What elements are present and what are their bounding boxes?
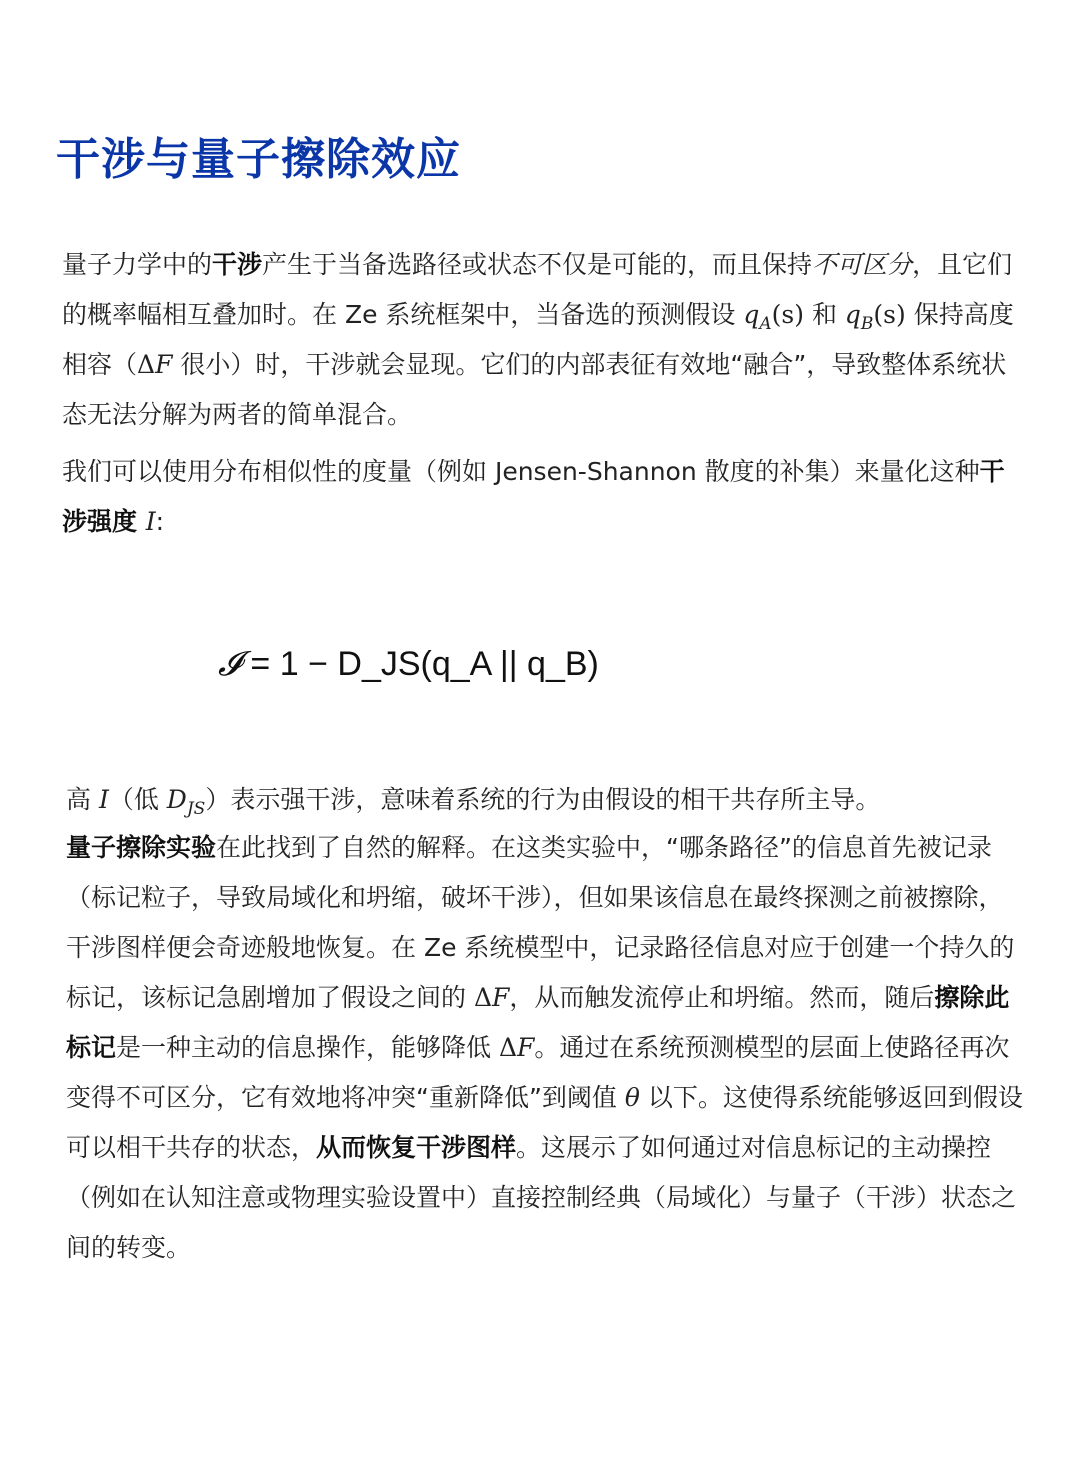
text-run: 保持高度相容（ bbox=[62, 300, 1014, 379]
bold-term-erase-marker: 擦除此标记 bbox=[66, 983, 1010, 1062]
math-i: I bbox=[98, 785, 109, 814]
text-run: 很小）时，干涉就会显现。它们的内部表征有效地“融合”，导致整体系统状态无法分解为两者的简单混合。 bbox=[62, 350, 1007, 429]
intro-paragraph bbox=[62, 240, 1022, 440]
math-q-a: $q_A(s)$ bbox=[743, 300, 804, 334]
interference-formula bbox=[218, 636, 599, 692]
math-q-b: $q_B(s)$ bbox=[844, 300, 906, 334]
interpretation-paragraph bbox=[66, 775, 1026, 825]
page-title: 干涉与量子擦除效应 bbox=[56, 134, 461, 185]
formula-symbol: 𝓘 bbox=[218, 644, 241, 684]
bold-term-interference: 干涉 bbox=[212, 250, 263, 279]
quantum-eraser-paragraph bbox=[66, 823, 1026, 1273]
text-run: ）表示强干涉，意味着系统的行为由假设的相干共存所主导。 bbox=[205, 785, 881, 814]
math-delta-f: ΔF bbox=[498, 1033, 535, 1062]
text-run: 是一种主动的信息操作，能够降低 bbox=[116, 1033, 499, 1062]
math-i: I bbox=[145, 507, 156, 536]
text-run: 我们可以使用分布相似性的度量（例如 Jensen-Shannon 散度的补集）来量化这种 bbox=[62, 457, 980, 486]
measure-paragraph bbox=[62, 447, 1022, 547]
math-delta-f: ΔF bbox=[137, 350, 173, 379]
text-run: 量子力学中的 bbox=[62, 250, 213, 279]
bold-term-restore-pattern: 从而恢复干涉图样 bbox=[316, 1133, 517, 1162]
italic-term-indistinguishable: 不可区分 bbox=[812, 250, 913, 279]
text-run: 以下。这使得系统能够返回到假设可以相干共存的状态， bbox=[66, 1083, 1023, 1162]
text-run: ，且它们的概率幅相互叠加时。在 Ze 系统框架中，当备选的预测假设 bbox=[62, 250, 1013, 329]
text-run: ，从而触发流停止和坍缩。然而，随后 bbox=[509, 983, 935, 1012]
math-d-js: $D_{JS}$ bbox=[166, 785, 206, 819]
text-run: 产生于当备选路径或状态不仅是可能的，而且保持 bbox=[262, 250, 813, 279]
text-run: 。通过在系统预测模型的层面上使路径再次变得不可区分，它有效地将冲突“重新降低”到阈值 bbox=[66, 1033, 1010, 1112]
bold-term-quantum-eraser: 量子擦除实验 bbox=[66, 833, 217, 862]
text-run: 和 bbox=[804, 300, 845, 329]
math-theta: θ bbox=[624, 1083, 640, 1112]
text-run: （低 bbox=[108, 785, 167, 814]
text-run: 高 bbox=[66, 785, 99, 814]
formula-expression: = 1 − D_JS(q_A || q_B) bbox=[240, 645, 599, 683]
text-run: 在此找到了自然的解释。在这类实验中，“哪条路径”的信息首先被记录（标记粒子，导致局域化和坍缩，破坏干涉），但如果该信息在最终探测之前被擦除，干涉图样便会奇迹般地恢复。在 Ze 系统模型中，记录路径信息对应于创建一个持久的标记，该标记急剧增加了假设之间的 bbox=[66, 833, 1015, 1012]
math-delta-f: ΔF bbox=[473, 983, 510, 1012]
text-run: 。这展示了如何通过对信息标记的主动操控（例如在认知注意或物理实验设置中）直接控制经典（局域化）与量子（干涉）状态之间的转变。 bbox=[66, 1133, 1017, 1262]
bold-term-interference-strength: 干涉强度 bbox=[62, 457, 1005, 536]
text-run: : bbox=[155, 507, 165, 536]
